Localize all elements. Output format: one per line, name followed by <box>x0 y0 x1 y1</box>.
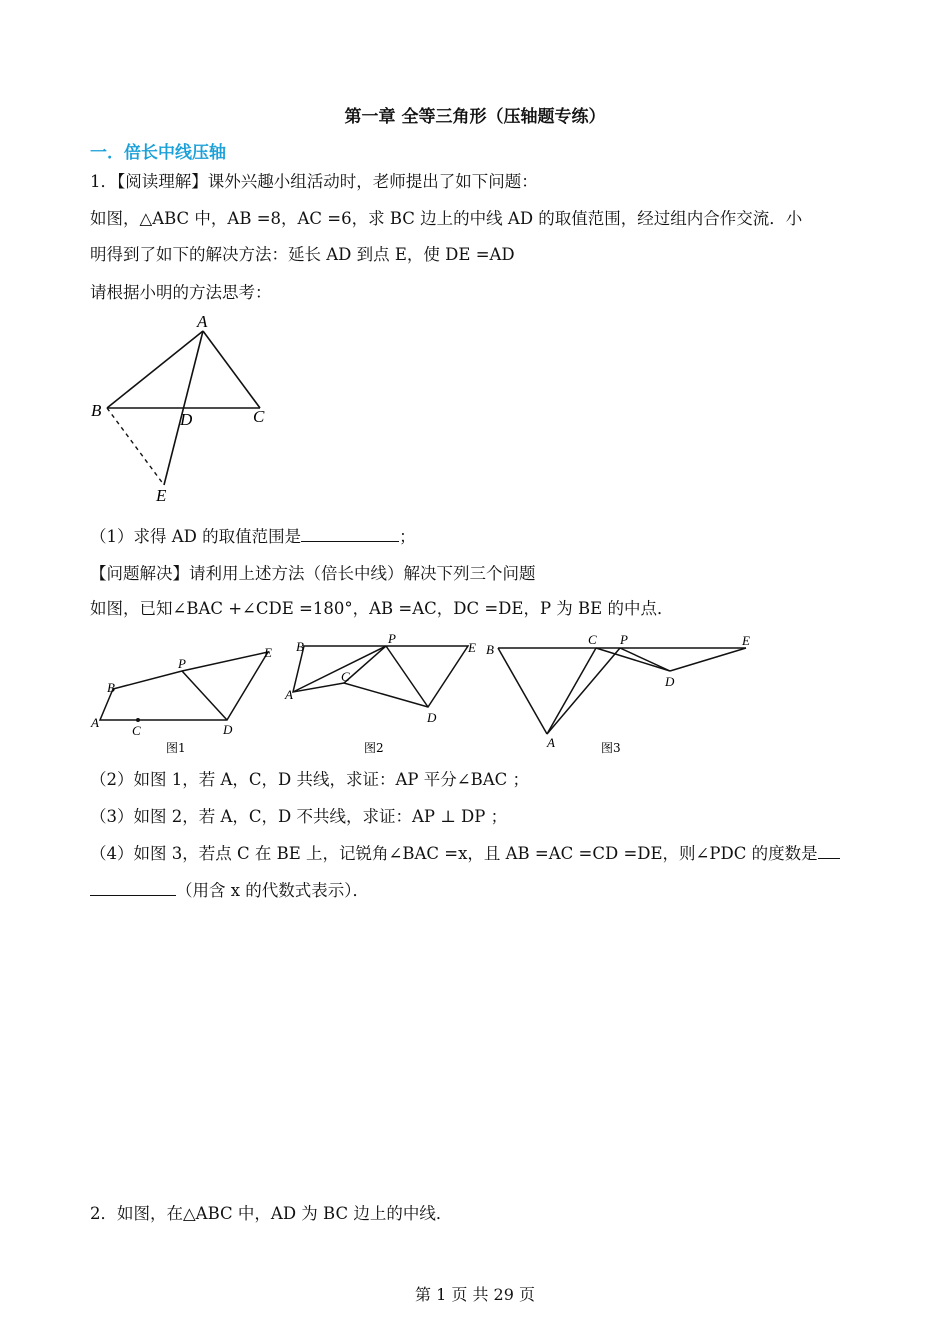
fig3-caption: 图3 <box>601 741 621 755</box>
fig1-label-e: E <box>264 645 272 660</box>
segment-be-dashed <box>107 408 164 485</box>
q1-line1: 1．【阅读理解】课外兴趣小组活动时，老师提出了如下问题： <box>90 172 538 191</box>
fig2-label-b: B <box>296 639 304 654</box>
q1-line2: 如图，△ABC 中，AB =8，AC =6，求 BC 边上的中线 AD 的取值范围，经过组内合作交流．小 <box>90 209 803 228</box>
label-e: E <box>156 486 167 505</box>
fig1-label-c: C <box>132 723 141 738</box>
sub4-text: （4）如图 3，若点 C 在 BE 上，记锐角∠BAC =x，且 AB =AC =CD =DE，则∠PDC 的度数是 <box>90 844 818 863</box>
segment-ac <box>203 331 260 408</box>
page-footer: 第 1 页 共 29 页 <box>415 1285 535 1304</box>
fig2-caption: 图2 <box>364 741 384 755</box>
fig1-label-a: A <box>91 715 99 730</box>
fig3-label-b: B <box>486 642 494 657</box>
answer-blank-4a[interactable] <box>818 842 840 859</box>
figure-1 <box>90 645 272 755</box>
q1-sub4-cont <box>90 879 369 903</box>
fig2-label-c: C <box>341 669 350 684</box>
fig1-label-b: B <box>107 680 115 695</box>
answer-blank-4b[interactable] <box>90 879 176 896</box>
fig3-label-c: C <box>588 632 597 647</box>
given-conditions: 如图，已知∠BAC +∠CDE =180°，AB =AC，DC =DE，P 为 BE 的中点． <box>90 599 674 618</box>
sub1-text: （1）求得 AD 的取值范围是 <box>90 527 302 546</box>
figure-2 <box>284 631 476 755</box>
point-c-dot <box>136 718 140 722</box>
q1-line3: 明得到了如下的解决方法：延长 AD 到点 E，使 DE =AD <box>90 245 515 264</box>
triangle-figure <box>88 310 288 510</box>
label-d: D <box>180 410 193 429</box>
fig3-label-a: A <box>547 735 555 750</box>
fig3-label-d: D <box>665 674 675 689</box>
label-c: C <box>253 407 265 426</box>
sub4-end: （用含 x 的代数式表示）． <box>176 881 370 900</box>
q1-line4: 请根据小明的方法思考： <box>90 283 272 302</box>
sub1-end: ； <box>399 527 416 546</box>
fig2-label-p: P <box>388 631 396 646</box>
figure-3 <box>486 632 750 755</box>
fig2-label-a: A <box>285 687 293 702</box>
answer-blank-1[interactable] <box>301 525 399 542</box>
q2-line1: 2．如图，在△ABC 中，AD 为 BC 边上的中线． <box>90 1204 453 1223</box>
q1-sub4 <box>90 842 840 866</box>
fig1-label-p: P <box>178 656 186 671</box>
q1-sub3: （3）如图 2，若 A，C，D 不共线，求证：AP ⊥ DP ； <box>90 807 508 826</box>
label-a: A <box>197 312 208 331</box>
fig1-caption: 图1 <box>166 741 186 755</box>
fig2-label-e: E <box>468 640 476 655</box>
segment-ab <box>107 331 203 408</box>
section-heading: 一．倍长中线压轴 <box>90 143 226 163</box>
figures-row <box>88 628 768 763</box>
fig2-label-d: D <box>427 710 437 725</box>
problem-solve-heading: 【问题解决】请利用上述方法（倍长中线）解决下列三个问题 <box>90 564 536 583</box>
fig3-label-e: E <box>742 633 750 648</box>
fig3-label-p: P <box>620 632 628 647</box>
label-b: B <box>91 401 102 420</box>
fig1-label-d: D <box>223 722 233 737</box>
q1-sub1 <box>90 525 416 549</box>
q1-sub2: （2）如图 1，若 A，C，D 共线，求证：AP 平分∠BAC ； <box>90 770 529 789</box>
page-title: 第一章 全等三角形（压轴题专练） <box>344 107 606 127</box>
